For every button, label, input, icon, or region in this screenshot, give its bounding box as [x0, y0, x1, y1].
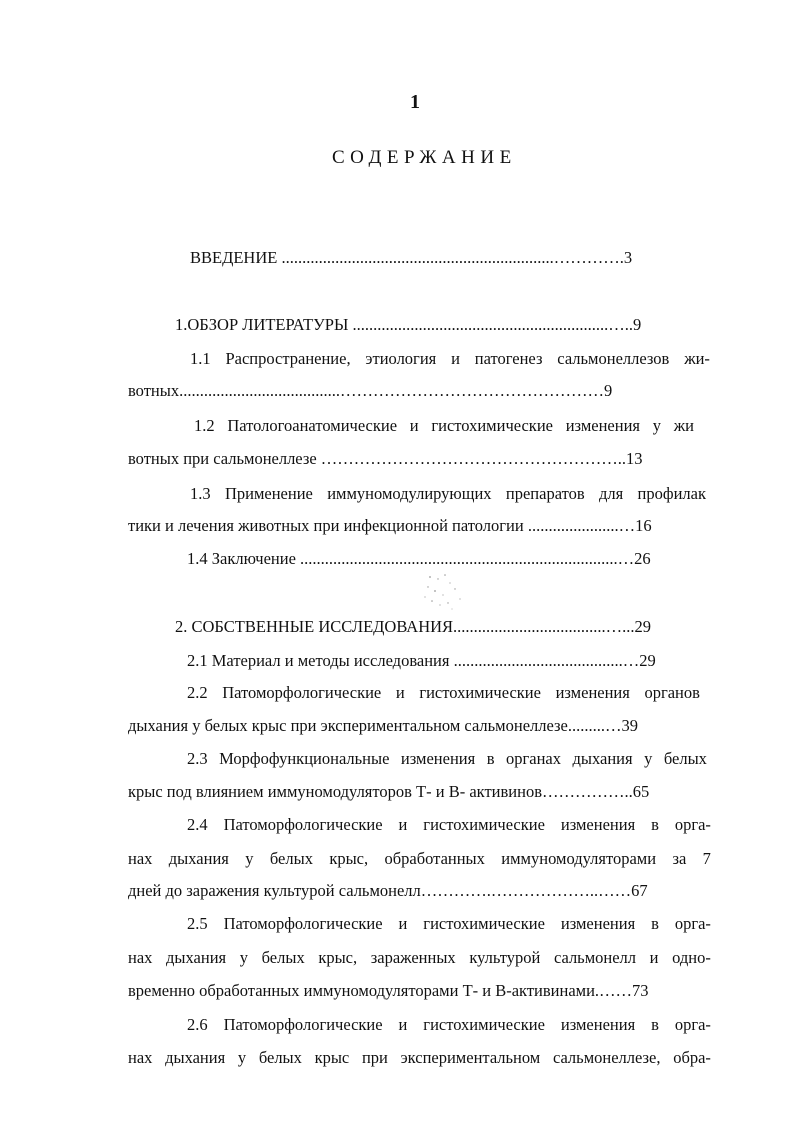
scan-noise	[410, 569, 480, 619]
page-title: СОДЕРЖАНИЕ	[332, 147, 517, 168]
toc-item-2-4-line-1: 2.4 Патоморфологические и гистохимические изменения в орга-	[187, 815, 711, 834]
toc-chapter-2: 2. СОБСТВЕННЫЕ ИССЛЕДОВАНИЯ.....................................…...29	[175, 617, 652, 636]
toc-intro: ВВЕДЕНИЕ ..................................................................………….3	[190, 248, 633, 267]
toc-item-2-2-line-1: 2.2 Патоморфологические и гистохимические изменения органов	[187, 683, 700, 702]
toc-item-2-5-line-2: нах дыхания у белых крыс, зараженных культурой сальмонелл и одно-	[128, 948, 711, 967]
toc-item-1-1-line-2: вотных.......................................…………………………………………9	[128, 381, 613, 400]
toc-item-2-6-line-2: нах дыхания у белых крыс при экспериментальном сальмонеллезе, обра-	[128, 1048, 711, 1067]
toc-item-2-1: 2.1 Материал и методы исследования .........................................…29	[187, 651, 656, 670]
toc-item-2-5-line-1: 2.5 Патоморфологические и гистохимические изменения в орга-	[187, 914, 711, 933]
toc-item-1-4: 1.4 Заключение .............................................................................…26	[187, 549, 651, 568]
toc-item-1-1-line-1: 1.1 Распространение, этиология и патогенез сальмонеллезов жи-	[190, 349, 710, 368]
toc-item-1-3-line-1: 1.3 Применение иммуномодулирующих препаратов для профилак	[190, 484, 706, 503]
toc-item-2-5-line-3: временно обработанных иммуномодуляторами Т- и В-активинами.……73	[128, 981, 649, 1000]
toc-item-2-2-line-2: дыхания у белых крыс при экспериментальном сальмонеллезе.........…39	[128, 716, 638, 735]
page-number: 1	[410, 91, 420, 113]
toc-item-1-2-line-1: 1.2 Патологоанатомические и гистохимические изменения у жи	[194, 416, 694, 435]
toc-item-2-4-line-2: нах дыхания у белых крыс, обработанных иммуномодуляторами за 7	[128, 849, 711, 868]
toc-item-2-3-line-2: крыс под влиянием иммуномодуляторов Т- и В- активинов……………..65	[128, 782, 650, 801]
toc-item-2-4-line-3: дней до заражения культурой сальмонелл………….………………..……67	[128, 881, 648, 900]
toc-item-1-2-line-2: вотных при сальмонеллезе ………………………………………………..13	[128, 449, 643, 468]
toc-item-1-3-line-2: тики и лечения животных при инфекционной патологии ......................…16	[128, 516, 652, 535]
toc-item-2-6-line-1: 2.6 Патоморфологические и гистохимические изменения в орга-	[187, 1015, 711, 1034]
toc-item-2-3-line-1: 2.3 Морфофункциональные изменения в органах дыхания у белых	[187, 749, 707, 768]
toc-chapter-1: 1.ОБЗОР ЛИТЕРАТУРЫ ..............................................................…..9	[175, 315, 642, 334]
